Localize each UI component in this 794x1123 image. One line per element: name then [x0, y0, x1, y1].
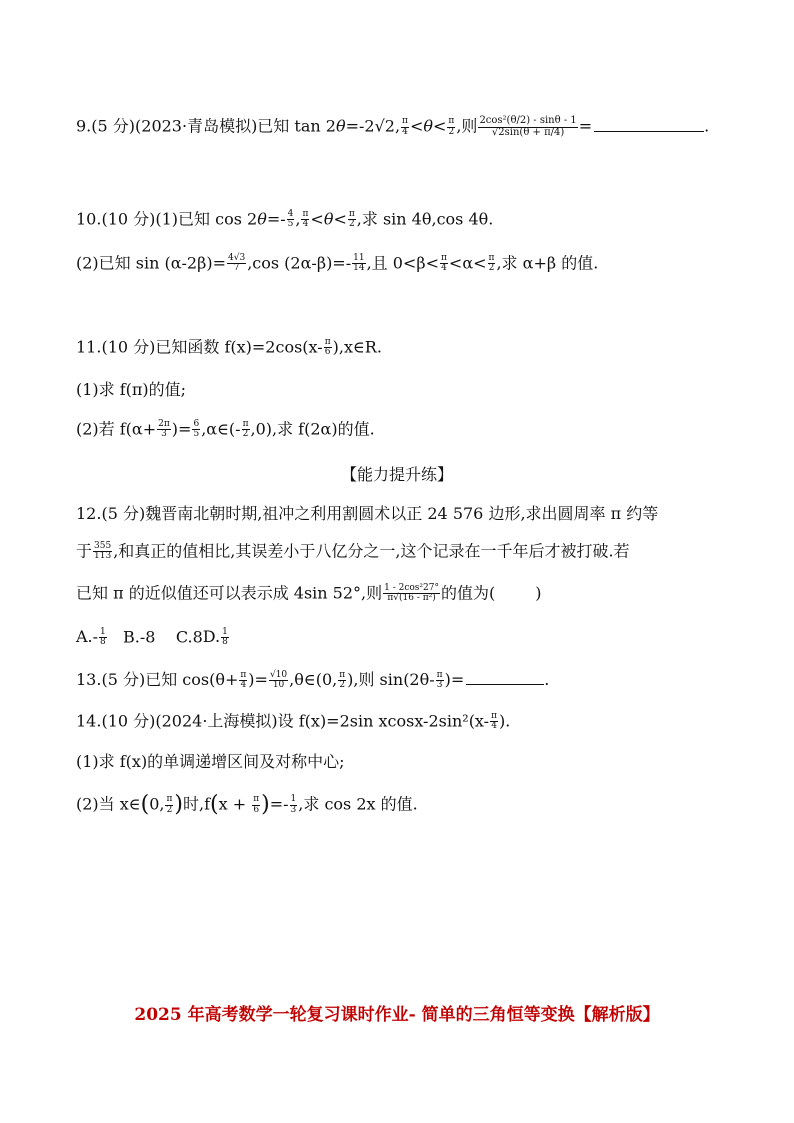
question-14-part-2: (2)当 x∈(0, $\frac{\pi}{2}$ )时,f(x + $\frac{\pi}{6}$ )=- $\frac{1}{3}$ ,求 cos 2x 的值.: [76, 792, 418, 817]
question-12-line-1: 12.(5 分)魏晋南北朝时期,祖冲之利用割圆术以正 24 576 边形,求出圆周率 π 约等: [76, 504, 659, 523]
footer-title: 2025 年高考数学一轮复习课时作业- 简单的三角恒等变换【解析版】: [134, 1005, 660, 1025]
answer-blank[interactable]: [466, 670, 544, 685]
question-14-part-1: (1)求 f(x)的单调递增区间及对称中心;: [76, 752, 345, 771]
question-11: 11.(10 分)已知函数 f(x)=2cos(x- $\frac{\pi}{6}$ ),x∈R.: [76, 337, 382, 358]
question-10-part-2: (2)已知 sin (α-2β)= $\frac{4√3}{7}$ ,cos (2α-β)=- $\frac{11}{14}$ ,且 0<β< $\frac{\pi}{4}$ <α< $\frac{\pi}{2}$ ,求 α+β 的值.: [76, 253, 599, 274]
question-12-line-2: 于 $\frac{355}{113}$ ,和真正的值相比,其误差小于八亿分之一,这个记录在一千年后才被打破.若: [76, 541, 630, 562]
fraction: $\frac{\pi}{2}$: [448, 116, 455, 137]
question-13: 13.(5 分)已知 cos(θ+ $\frac{\pi}{4}$ )= $\frac{√10}{10}$ ,θ∈(0, $\frac{\pi}{2}$ ),则 sin(2θ- $\frac{\pi}{3}$ )= .: [76, 669, 550, 690]
question-12-options: [76, 628, 734, 648]
option-b[interactable]: B.-8: [123, 627, 156, 647]
option-d[interactable]: D. $\frac{1}{8}$: [202, 627, 228, 648]
fraction: $\frac{\pi}{4}$: [402, 116, 408, 137]
main-fraction: $\frac{\text{2cos²(θ/2) - sinθ - 1}}{√2\sin(\theta + \pi/4)}$: [479, 115, 577, 138]
question-14: 14.(10 分)(2024·上海模拟)设 f(x)=2sin xcosx-2sin²(x- $\frac{\pi}{4}$ ).: [76, 711, 511, 732]
question-12-line-3: 已知 π 的近似值还可以表示成 4sin 52°,则 $\frac{\text{1 - 2cos²27°}}{\text{π√(16 - π²)}}$ 的值为( ): [76, 583, 542, 604]
section-title: 【能力提升练】: [340, 465, 453, 484]
question-10-part-1: 10.(10 分)(1)已知 cos 2θ=- $\frac{4}{5}$ , $\frac{\pi}{4}$ <θ< $\frac{\pi}{2}$ ,求 sin 4θ,cos 4θ.: [76, 209, 494, 230]
question-11-part-2: (2)若 f(α+ $\frac{2\pi}{3}$ )= $\frac{6}{5}$ ,α∈(- $\frac{\pi}{2}$ ,0),求 f(2α)的值.: [76, 419, 375, 440]
option-a[interactable]: A.- $\frac{1}{8}$: [76, 627, 106, 648]
answer-blank[interactable]: [594, 117, 704, 132]
question-11-part-1: (1)求 f(π)的值;: [76, 380, 187, 399]
option-c[interactable]: C.8: [175, 627, 203, 647]
question-9: 9.(5 分)(2023·青岛模拟)已知 tan 2θ=-2√2, $\frac{\pi}{4}$ <θ< $\frac{\pi}{2}$ ,则 $\frac{\text{2cos²(θ/2) - sinθ - 1}}{√2\sin(\theta + \pi/4)}$ = .: [76, 115, 710, 138]
